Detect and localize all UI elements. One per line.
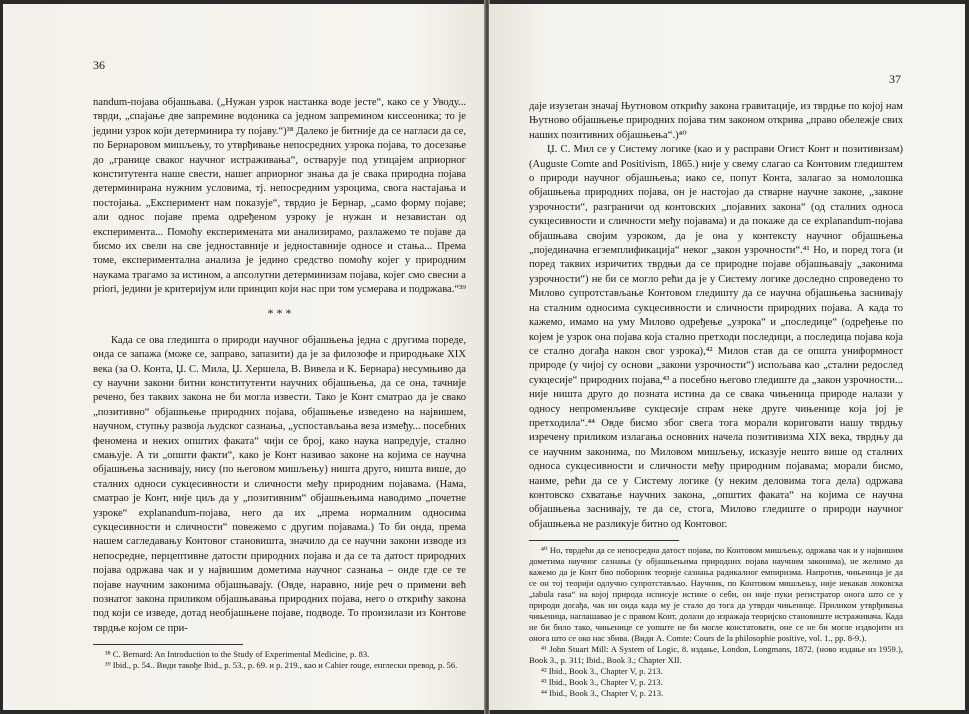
section-break-stars: * * * [267, 305, 292, 320]
left-page-body [93, 96, 466, 671]
right-page [489, 4, 965, 710]
footnotes-right [529, 545, 903, 699]
left-page [3, 4, 485, 710]
footnote-39: ³⁹ Ibid., p. 54.. Види такође Ibid., p. 53., р. 69. и p. 219., као и Cahier rouge, енглески превод, p. 56. [105, 660, 458, 671]
right-paragraph-2: Џ. С. Мил се у Систему логике (као и у расправи Огист Конт и позитивизам) (Auguste Comte and Positivism, 1865.) није у свему слагао са Контовим гледиштем о природи научног објашњења; иако се, попут Конта, залагао за номолошка објашњења природних појава, он је настојао да стварне научне законе, „законе узрочности“, разграничи од контовских „појавних закона“ (од сталних односа сукцесивности и сличности међу појавама) и да покаже да се explanandum-појава објашњава својим узроком, да је она у контексту научног објашњења „појединачна егземплификација“ неког „закон узрочности“.⁴¹ Но, и поред тога (и поред таквих изричитих тврдњи да се природне појаве објашњавају „законима узрочности“) не би се могло рећи да је у Систему логике доследно спроведено то Милово супротстављање Контовом гледишту да се научна објашњења заснивају на сталним односима сукцесивности и сличности природних појава. А када то кажемо, имамо на уму Милово одређење „узрока“ и „последице“ (одређење по којем је узрок она појава која стално претходи последици, а последица појава која се стално догађа након свог узрока),⁴² Милов став да се општа униформност природе (у чијој су основи „закони узрочности“) испољава као „стални редослед сукцесије“ природних појава,⁴³ а посебно његово гледиште да „закон узрочности... није ништа друго до позната истина да се свака чињеница природе налази у односу непроменљиве сукцесије спрам неке друге чињенице која јој је претходила“.⁴⁴ Овде бисмо због свега тога морали кориговати нашу тврдњу изречену приликом излагања основних начела позитивизма XIX века, тврдњу да се научним законима, по Миловом мишљењу, исказује нешто више од сталних односа сукцесивности и сличности међу природним појавама; морали бисмо, наиме, рећи да се у Систему логике (у неким деловима тога дела) одржава контовско схватање научних закона, „општих факата“ на којима се научна објашњења заснивају, те да се, стога, Милово гледиште о природи научног објашњења не разликује битно од Контовог. [529, 144, 903, 530]
page-number-left: 36 [93, 58, 105, 72]
footnote-38: ³⁸ C. Bernard: An Introduction to the Study of Experimental Medicine, p. 83. [105, 649, 370, 660]
page-number-right: 37 [889, 72, 901, 86]
right-paragraph-1: даје изузетан значај Њутновом открићу закона гравитације, из тврдње по којој нам Њутново објашњење природних појава тим законом открива „право обележје свих наших позитивних објашњења“.)⁴⁰ [529, 101, 903, 141]
footnote-43: ⁴³ Ibid., Book 3., Chapter V, p. 213. [541, 677, 663, 688]
left-paragraph-2: Када се ова гледишта о природи научног објашњења једна с другима пореде, онда се запажа (може се, заправо, запазити) да је за филозофе и природњаке XIX века (за О. Конта, Џ. С. Мила, Џ. Хершела, В. Вивела и К. Бернара) несумњиво да су научни закони битни конститутенти научних објашњења, да се она, тачније речено, без таквих закона не би могла извести. Тако је Конт сматрао да је свако „позитивно“ објашњење природних појава, објашњење изведено на највишем, научном, ступњу развоја људског сазнања, „успостављања веза између... посебних феномена и неких општих факата“ чији се број, како наука напредује, стално смањује. А ти „општи факти“, како је Конт називао законе на којима се научна објашњења заснивају, нису (по његовом мишљењу) ништа друго, ништа више, до сталних односи сукцесивности и сличности међу природним појавама. (Нама, сматрао је Конт, није циљ да у „позитивним“ објашњењима наводимо „почетне узроке“ explanandum-појава, него да их „према нормалним односима сукцесивности и сличности“ повежемо с другим појавама.) То би онда, према нашем сагледавању Контовог становишта, значило да се научни закони изводе из непосредне, перцептивне датости природних појава и да се та датост природних појава одржава чак и у највишим дометима научног сазнања – онде где се те појаве научним законима објашњавају. (Овде, наравно, није реч о примени већ познатог закона приликом објашњавања природних појава, него о открићу закона под који се изведе, дотад необјашњене појаве, подводе. То произилази из Контове тврдње којом се при- [93, 334, 466, 634]
footnote-41: ⁴¹ John Stuart Mill: A System of Logic, 8. издање, London, Longmans, 1872. (ново издање из 1959.), Book 3., p. 311; Ibid., Book 3.; Chapter XII. [529, 644, 903, 666]
left-paragraph-1: nandum-појава објашњава. („Нужан узрок настанка воде јесте“, како се у Уводу... тврди, „спајање две запремине водоника са једном запремином киссеоника; то је једини узрок који детерминира ту појаву.“)³⁸ Далеко је битније да се нагласи да се, по Бернаровом мишљењу, то утврђивање непосредних узрока појава, то досезање до „границе сваког научног истраживања“, остварује под утицајем априорног конститутента наше свести, нашег априорног знања да је свака природна појава детерминирана нужним условима, тј. непосредним узроцима, свога настајања и постојања. „Експеримент нам показује“, тврдио је Бернар, „само форму појаве; али однос појаве према одређеном узроку је нужан и независтан од експеримента... Помоћу експеримената ми анализирамо, разлажемо те појаве да бисмо их свели на све једноставније и једноставније односе и стања... Према томе, експериментална анализа је једино средство помоћу којег у природним наукама трагамо за истином, а апсолутни детерминизам појава, којег смо свесни a priori, једини је критеријум или принцип који нас при том усмерава и подржава.“³⁹ [93, 97, 466, 296]
footnote-42: ⁴² Ibid., Book 3., Chapter V, p. 213. [541, 666, 663, 677]
footnotes-left [93, 649, 466, 671]
right-page-body [529, 100, 903, 699]
footnote-44: ⁴⁴ Ibid., Book 3., Chapter V, p. 213. [541, 688, 664, 699]
footnote-rule-right [529, 540, 679, 541]
footnote-40: ⁴⁰ Но, тврдећи да се непосредна датост појава, по Контовом мишљењу, одржава чак и у највишим дометима научног сазнања (у објашњењима природних појава научним законима), не желимо да кажемо да је Конт био поборник теорије сазнања радикалног емпиризма. Напротив, чињеница је да се он тој теорији одлучно супротстављао. Научник, по Контовом мишљењу, није некакав локовска „tabula rasa“ на којој природа исписује истине о себи, он није пуки регистратор онога што се у природи догађа, чак ни онда када му је стало до тога да утврди чињенице. Приликом утврђивања чињеница, наглашавао је с правом Конт, долази до изражаја теоријско становиште истраживача. Када не би било тако, чињенице се уопште не би могле констатовати, оне се не би могле издвојити из онога што се око нас збива. (Види A. Comte: Cours de la philosophie positive, vol. 1., pp. 8-9.). [529, 545, 903, 644]
footnote-rule-left [93, 644, 243, 645]
